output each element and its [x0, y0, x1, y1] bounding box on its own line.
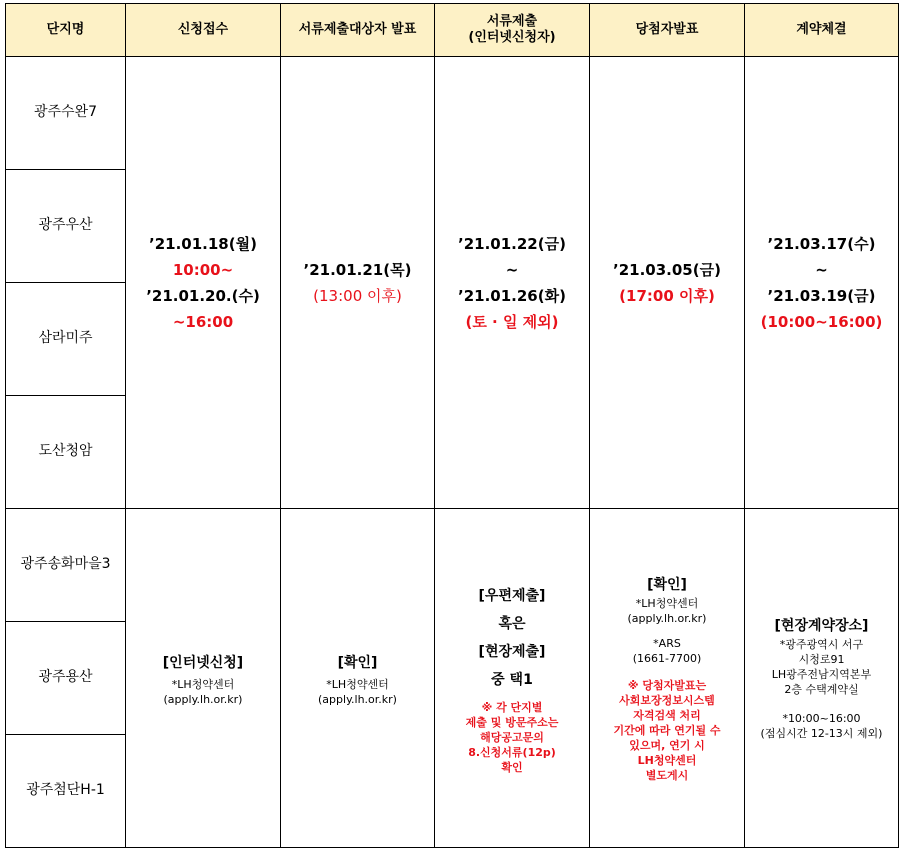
apply-end-time: ~16:00 — [172, 312, 234, 331]
contract-tilde: ~ — [815, 260, 828, 279]
apply-method-cell — [126, 509, 281, 848]
table-row — [6, 57, 899, 170]
apply-url: (apply.lh.or.kr) — [163, 693, 243, 706]
site-name: 도산청암 — [38, 443, 93, 460]
docs-note-line: 해당공고문의 — [480, 730, 544, 744]
header-doc-submission-label: 서류제출 — [486, 13, 538, 29]
notice-method-cell — [281, 509, 435, 848]
header-site-name-label: 단지명 — [46, 21, 85, 37]
site-name: 광주우산 — [38, 217, 93, 234]
site-name: 광주수완7 — [33, 104, 97, 121]
winner-time: (17:00 이후) — [619, 286, 715, 305]
docs-note-line: ※ 각 단지별 — [481, 700, 543, 714]
contract-time: (10:00~16:00) — [760, 312, 883, 331]
winner-note-line: 기간에 따라 연기될 수 — [613, 723, 721, 737]
winner-note-line: 사회보장정보시스템 — [619, 693, 715, 707]
header-application — [126, 4, 281, 57]
winner-note-line: LH청약센터 — [637, 753, 697, 767]
site-name: 광주첨단H-1 — [26, 782, 105, 799]
notice-center: *LH청약센터 — [326, 678, 389, 691]
notice-date-cell — [281, 57, 435, 509]
notice-url: (apply.lh.or.kr) — [318, 693, 397, 706]
apply-end-date: ’21.01.20.(수) — [146, 286, 260, 305]
winner-method-cell — [590, 509, 745, 848]
header-winner-announcement — [590, 4, 745, 57]
apply-start-date: ’21.01.18(월) — [149, 234, 257, 253]
contract-start-date: ’21.03.17(수) — [767, 234, 876, 253]
winner-note-line: 있으며, 연기 시 — [629, 738, 705, 752]
contract-method: [현장계약장소] — [774, 618, 869, 634]
docs-method-onsite: [현장제출] — [478, 643, 546, 660]
header-doc-submission-sub: (인터넷신청자) — [468, 30, 556, 45]
docs-note-line: 확인 — [501, 760, 523, 774]
docs-note-line: 제출 및 방문주소는 — [465, 715, 559, 729]
docs-tilde: ~ — [505, 260, 519, 279]
docs-end-date: ’21.01.26(화) — [458, 286, 566, 305]
contract-end-date: ’21.03.19(금) — [767, 286, 876, 305]
site-cell — [6, 396, 126, 509]
header-doc-submission — [435, 4, 590, 57]
winner-note-line: ※ 당첨자발표는 — [627, 678, 707, 692]
site-cell — [6, 735, 126, 848]
header-doc-target-notice — [281, 4, 435, 57]
docs-method-post: [우편제출] — [478, 587, 546, 604]
winner-ars: *ARS — [653, 636, 681, 650]
header-application-label: 신청접수 — [177, 21, 229, 37]
notice-method: [확인] — [337, 655, 378, 671]
apply-date-cell — [126, 57, 281, 509]
site-cell — [6, 57, 126, 170]
contract-method-cell — [745, 509, 899, 848]
contract-address-line: 시청로91 — [798, 653, 845, 666]
header-contract-label: 계약체결 — [796, 21, 847, 37]
header-contract — [745, 4, 899, 57]
notice-date: ’21.01.21(목) — [303, 260, 412, 279]
site-name: 삼라미주 — [38, 330, 93, 347]
site-cell — [6, 509, 126, 622]
apply-start-time: 10:00~ — [172, 260, 234, 279]
winner-center: *LH청약센터 — [635, 596, 699, 610]
winner-date-cell — [590, 57, 745, 509]
winner-method: [확인] — [647, 576, 687, 593]
apply-center: *LH청약센터 — [171, 678, 235, 691]
docs-note-line: 8.신청서류(12p) — [468, 745, 556, 759]
header-site-name — [6, 4, 126, 57]
notice-time: (13:00 이후) — [313, 286, 402, 305]
table-row — [6, 509, 899, 622]
contract-address-line: *광주광역시 서구 — [779, 638, 864, 651]
contract-hours: *10:00~16:00 — [782, 712, 861, 725]
docs-method-choose: 중 택1 — [491, 671, 533, 688]
winner-date: ’21.03.05(금) — [613, 260, 721, 279]
site-cell — [6, 170, 126, 283]
contract-address-line: 2층 수택계약실 — [784, 683, 859, 696]
winner-note-line: 별도게시 — [645, 768, 689, 782]
contract-address-line: LH광주전남지역본부 — [771, 668, 872, 681]
site-name: 광주용산 — [38, 669, 93, 686]
docs-exception: (토 · 일 제외) — [465, 312, 559, 331]
schedule-table — [5, 3, 899, 848]
apply-method: [인터넷신청] — [162, 655, 244, 671]
docs-date-cell — [435, 57, 590, 509]
site-name: 광주송화마을3 — [20, 556, 111, 573]
contract-lunch: (점심시간 12-13시 제외) — [760, 727, 883, 740]
winner-url: (apply.lh.or.kr) — [627, 611, 707, 625]
header-doc-target-notice-label: 서류제출대상자 발표 — [298, 21, 417, 37]
site-cell — [6, 283, 126, 396]
docs-method-or: 혹은 — [498, 615, 526, 632]
contract-date-cell — [745, 57, 899, 509]
site-cell — [6, 622, 126, 735]
header-row — [6, 4, 899, 57]
docs-method-cell — [435, 509, 590, 848]
header-winner-announcement-label: 당첨자발표 — [635, 21, 699, 37]
winner-phone: (1661-7700) — [632, 651, 702, 665]
winner-note-line: 자격검색 처리 — [633, 708, 701, 722]
docs-start-date: ’21.01.22(금) — [458, 234, 566, 253]
